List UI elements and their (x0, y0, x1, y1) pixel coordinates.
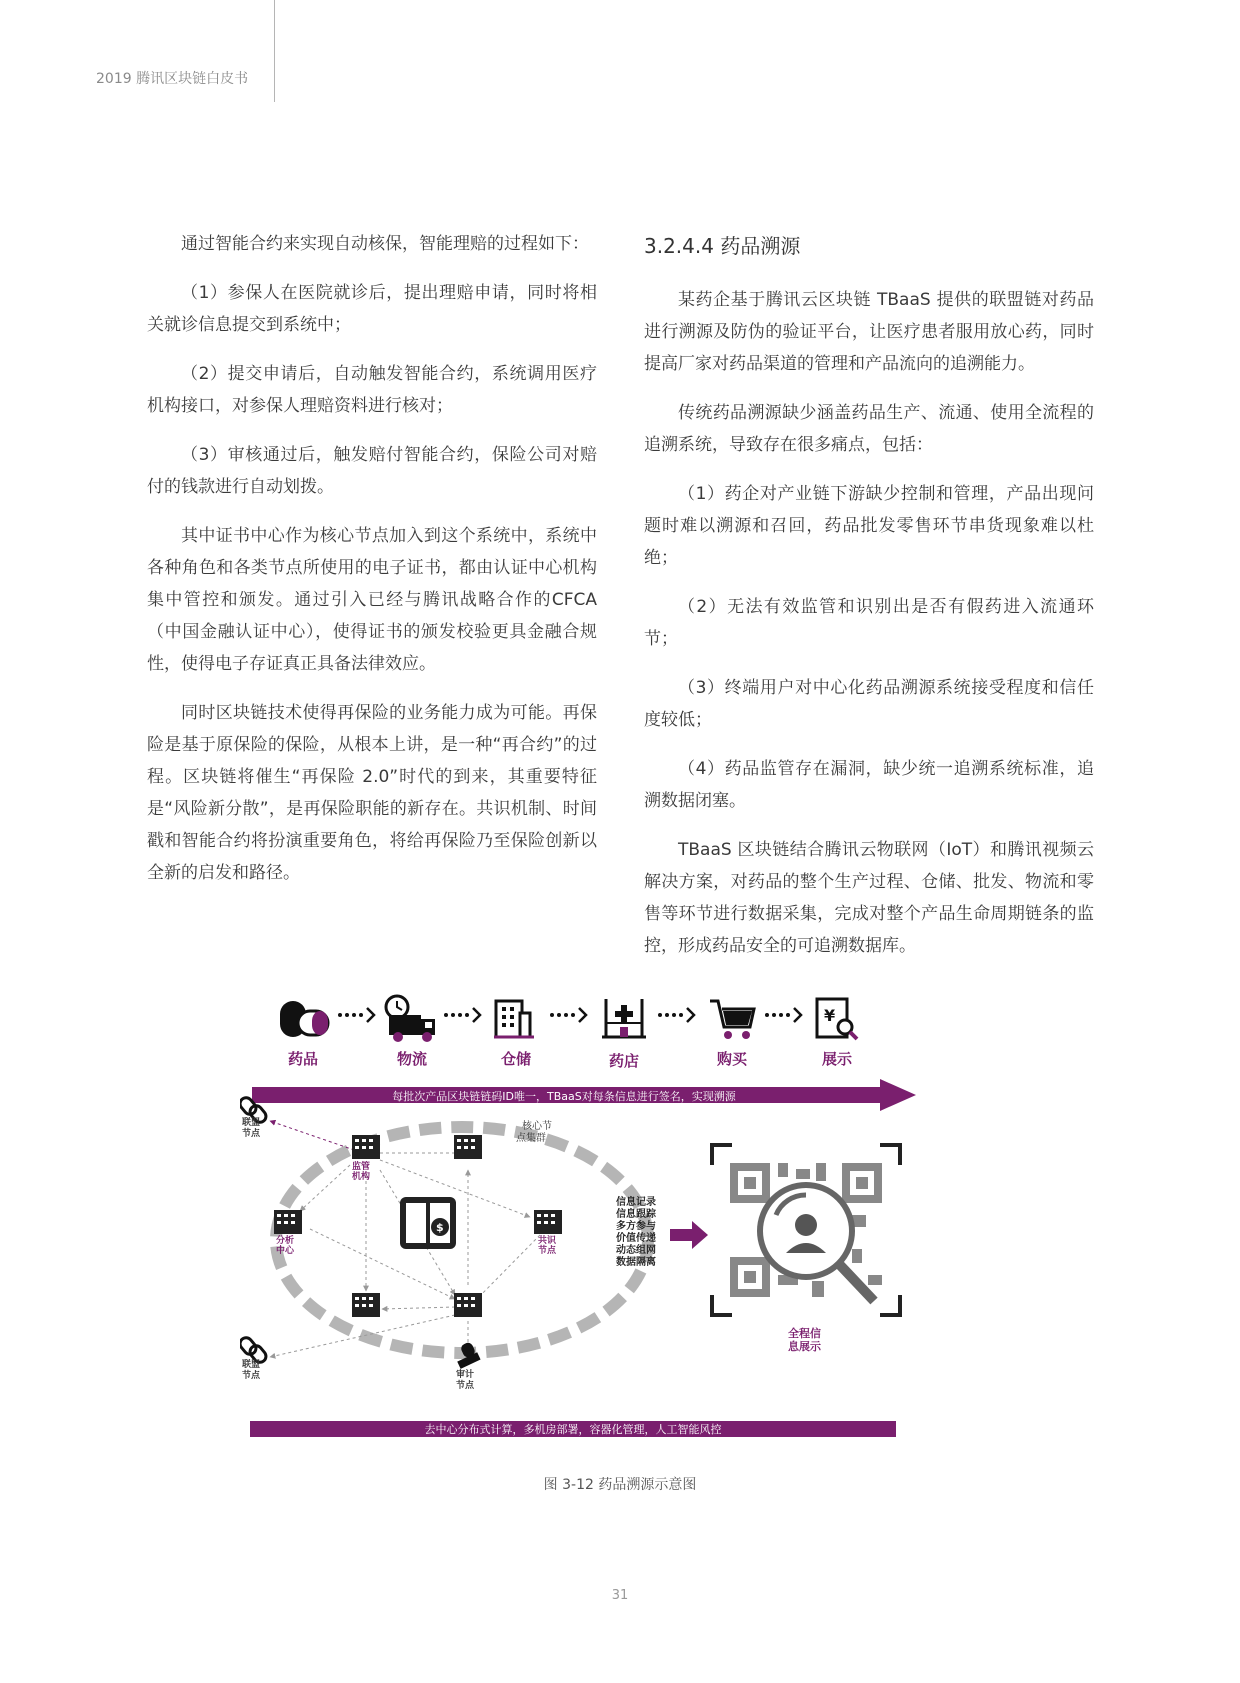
paragraph: 某药企基于腾讯云区块链 TBaaS 提供的联盟链对药品进行溯源及防伪的验证平台，让医疗患者服用放心药，同时提高厂家对药品渠道的管理和产品流向的追溯能力。 (644, 290, 1094, 374)
svg-text:$: $ (436, 1221, 444, 1234)
paragraph: （3）终端用户对中心化药品溯源系统接受程度和信任度较低； (644, 678, 1094, 730)
truck-icon (386, 996, 435, 1042)
certificate-icon (400, 1197, 456, 1249)
bottom-banner-text: 去中心分布式计算，多机房部署，容器化管理，人工智能风控 (424, 1423, 722, 1436)
qr-code-icon (712, 1145, 900, 1315)
server-node-bottom-left (352, 1293, 380, 1317)
node-label-consensus: 共识节点 (538, 1236, 557, 1256)
paragraph: 同时区块链技术使得再保险的业务能力成为可能。再保险是基于原保险的保险，从根本上讲，是一种“再合约”的过程。区块链将催生“再保险 2.0”时代的到来，其重要特征是“风险新分散”，是再保险职能的新存在。共识机制、时间戳和智能合约将扮演重要角色，将给再保险乃至保险创新以全新的启发和路径。 (147, 703, 597, 883)
paragraph: 其中证书中心作为核心节点加入到这个系统中，系统中各种角色和各类节点所使用的电子证书，都由认证中心机构集中管控和颁发。通过引入已经与腾讯战略合作的CFCA（中国金融认证中心），使得证书的颁发校验更具金融合规性，使得电子存证真正具备法律效应。 (147, 526, 597, 674)
server-node-analysis (274, 1210, 302, 1234)
server-node-bottom-right (454, 1293, 482, 1317)
node-label-analysis: 分析中心 (276, 1236, 295, 1256)
step-label: 物流 (396, 1050, 428, 1068)
node-label-audit: 审计节点 (456, 1370, 475, 1391)
header-divider (274, 0, 275, 102)
feature-item: 信息记录 (616, 1197, 656, 1208)
warehouse-icon (494, 1001, 534, 1037)
feature-item: 多方参与 (616, 1221, 656, 1232)
paragraph: TBaaS 区块链结合腾讯云物联网（IoT）和腾讯视频云解决方案，对药品的整个生产过程、仓储、批发、物流和零售等环节进行数据采集，完成对整个产品生命周期链条的监控，形成药品安全的可追溯数据库。 (644, 840, 1094, 956)
step-label: 药品 (287, 1050, 319, 1068)
cart-icon (710, 1001, 754, 1039)
right-column (644, 228, 1094, 979)
paragraph: （2）提交申请后，自动触发智能合约，系统调用医疗机构接口，对参保人理赔资料进行核对； (147, 364, 597, 416)
paragraph: 通过智能合约来实现自动核保，智能理赔的过程如下： (181, 234, 589, 254)
paragraph: （1）药企对产业链下游缺少控制和管理，产品出现问题时难以溯源和召回，药品批发零售环节串货现象难以杜绝； (644, 484, 1094, 568)
qr-label: 全程信息展示 (788, 1327, 821, 1353)
figure-caption: 图 3-12 药品溯源示意图 (543, 1477, 697, 1493)
paragraph: （1）参保人在医院就诊后，提出理赔申请，同时将相关就诊信息提交到系统中； (147, 283, 597, 335)
server-node-supervisor (352, 1135, 380, 1159)
left-column (147, 228, 597, 906)
core-cluster-label: 核心节点集群 (516, 1121, 552, 1144)
pill-icon (280, 1001, 328, 1037)
top-banner (252, 1079, 916, 1111)
step-label: 仓储 (500, 1050, 532, 1068)
section-title: 3.2.4.4 药品溯源 (644, 234, 801, 258)
bottom-banner (250, 1421, 896, 1437)
svg-text:¥: ¥ (824, 1006, 836, 1025)
display-icon (817, 999, 857, 1039)
node-label-alliance-top: 联盟节点 (242, 1118, 261, 1139)
paragraph: 传统药品溯源缺少涵盖药品生产、流通、使用全流程的追溯系统，导致存在很多痛点，包括： (644, 403, 1094, 455)
node-label-supervisor: 监管机构 (352, 1162, 371, 1182)
arrow-right-icon (670, 1221, 708, 1249)
top-banner-text: 每批次产品区块链链码ID唯一，TBaaS对每条信息进行签名，实现溯源 (392, 1090, 736, 1103)
paragraph: （2）无法有效监管和识别出是否有假药进入流通环节； (644, 597, 1094, 649)
feature-list (616, 1195, 657, 1268)
feature-item: 数据隔离 (616, 1257, 656, 1268)
paragraph: （4）药品监管存在漏洞，缺少统一追溯系统标准，追溯数据闭塞。 (644, 759, 1094, 811)
feature-item: 动态组网 (616, 1245, 656, 1256)
header-title: 2019 腾讯区块链白皮书 (96, 71, 249, 87)
server-node-top (454, 1135, 482, 1159)
server-node-consensus (534, 1210, 562, 1234)
step-label: 展示 (821, 1050, 853, 1068)
traceability-diagram (240, 985, 960, 1455)
pharmacy-icon (602, 999, 646, 1037)
page-number: 31 (611, 1588, 629, 1603)
paragraph: （3）审核通过后，触发赔付智能合约，保险公司对赔付的钱款进行自动划拨。 (147, 445, 597, 497)
step-label: 药店 (608, 1052, 640, 1070)
feature-item: 信息跟踪 (616, 1209, 656, 1220)
feature-item: 价值传递 (616, 1233, 656, 1244)
step-label: 购买 (716, 1050, 748, 1068)
node-label-alliance-bottom: 联盟节点 (242, 1360, 261, 1381)
